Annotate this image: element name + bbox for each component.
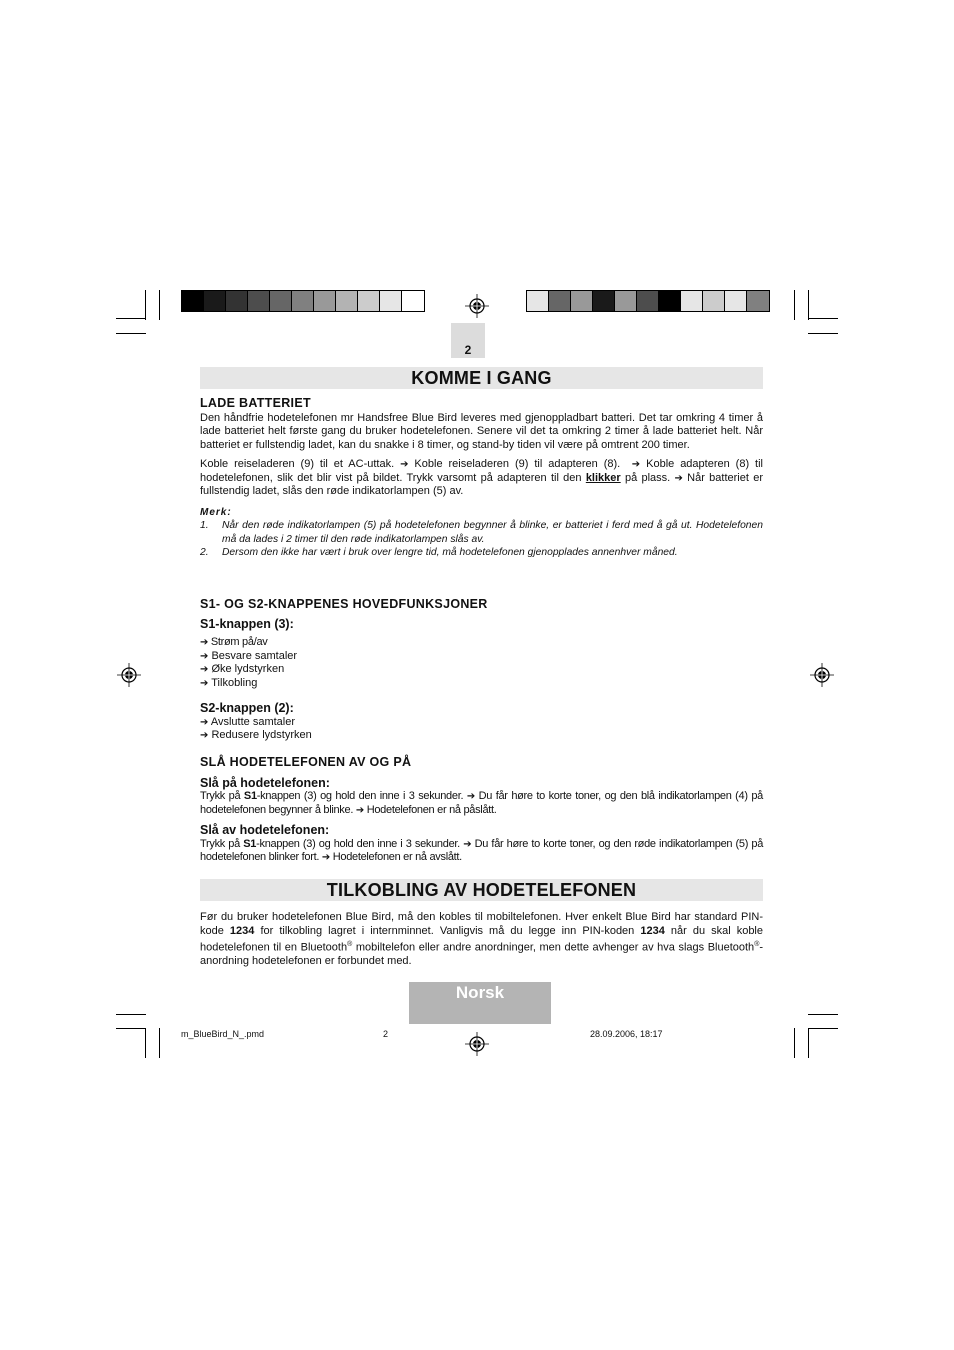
crop-mark bbox=[145, 1028, 146, 1058]
footer-date: 28.09.2006, 18:17 bbox=[590, 1029, 663, 1039]
crop-mark bbox=[116, 1028, 146, 1029]
crop-mark bbox=[794, 290, 795, 320]
color-swatch bbox=[615, 291, 637, 311]
section-button-functions bbox=[200, 598, 763, 743]
footer-filename: m_BlueBird_N_.pmd bbox=[181, 1029, 265, 1039]
color-swatch bbox=[747, 291, 769, 311]
list-item: ➔ Øke lydstyrken bbox=[200, 663, 285, 675]
crop-mark bbox=[116, 333, 146, 334]
crop-mark bbox=[808, 290, 809, 320]
list-item: ➔ Strøm på/av bbox=[200, 636, 268, 648]
crop-mark bbox=[794, 1028, 795, 1058]
crop-mark bbox=[159, 1028, 160, 1058]
arrow-icon: ➔ bbox=[200, 716, 209, 728]
color-swatch bbox=[314, 291, 336, 311]
registration-mark-icon bbox=[810, 663, 834, 687]
crop-mark bbox=[808, 318, 838, 319]
heading-button-functions: S1- OG S2-KNAPPENES HOVEDFUNKSJONER bbox=[200, 597, 488, 611]
heading-power-on: Slå på hodetelefonen: bbox=[200, 775, 330, 790]
color-swatch bbox=[336, 291, 358, 311]
list-item: ➔ Redusere lydstyrken bbox=[200, 729, 312, 741]
color-swatch bbox=[358, 291, 380, 311]
section-power-on-off bbox=[200, 756, 763, 865]
arrow-icon: ➔ bbox=[200, 637, 209, 648]
arrow-icon: ➔ bbox=[200, 677, 209, 689]
arrow-icon: ➔ bbox=[463, 838, 472, 850]
crop-mark bbox=[116, 318, 146, 319]
section-pairing bbox=[200, 911, 763, 969]
section-title-komme-i-gang: KOMME I GANG bbox=[200, 367, 763, 389]
paragraph-power-off: Trykk på S1-knappen (3) og hold den inne i 3 sekunder. ➔ Du får høre to korte toner, og den røde indikatorlampen (5) på hodetelefonen blinker fort. ➔ Hodetelefonen er nå avslått. bbox=[200, 837, 764, 863]
footer-page-number: 2 bbox=[383, 1029, 389, 1039]
registration-mark-icon bbox=[117, 663, 141, 687]
color-swatch bbox=[248, 291, 270, 311]
color-swatch bbox=[637, 291, 659, 311]
section-lade-batteriet bbox=[200, 397, 763, 560]
heading-power-on-off: SLÅ HODETELEFONEN AV OG PÅ bbox=[200, 755, 412, 769]
color-swatch bbox=[204, 291, 226, 311]
heading-s1-button: S1-knappen (3): bbox=[200, 616, 294, 631]
pin-code: 1234 bbox=[229, 924, 255, 937]
page-number-tab bbox=[451, 323, 485, 358]
crop-mark bbox=[116, 1014, 146, 1015]
color-calibration-bar-left bbox=[181, 290, 425, 312]
crop-mark bbox=[808, 333, 838, 334]
color-swatch bbox=[527, 291, 549, 311]
crop-mark bbox=[808, 1014, 838, 1015]
list-item: ➔ Tilkobling bbox=[200, 676, 258, 689]
list-item: ➔ Besvare samtaler bbox=[200, 649, 298, 662]
note-item: 2. Dersom den ikke har vært i bruk over lengre tid, må hodetelefonen gjenopplades annenhver måned. bbox=[200, 547, 678, 558]
arrow-icon: ➔ bbox=[626, 459, 641, 470]
arrow-icon: ➔ bbox=[200, 650, 209, 662]
paragraph-charging-steps: Koble reiseladeren (9) til et AC-uttak. ➔ Koble reiseladeren (9) til adapteren (8). ➔ Koble adapteren (8) til hodetelefonen, slik det blir vist på bildet. Trykk varsomt på adapteren til den klikker på plass. ➔ Når batteriet er fullstendig ladet, slås den røde indikatorlampen (5) av. bbox=[200, 458, 763, 497]
registered-mark: ® bbox=[754, 941, 760, 948]
registration-mark-icon bbox=[465, 294, 489, 318]
pin-code: 1234 bbox=[640, 924, 665, 937]
arrow-icon: ➔ bbox=[200, 730, 209, 741]
paragraph-charging-info: Den håndfrie hodetelefonen mr Handsfree Blue Bird leveres med gjenoppladbart batteri. Det tar omkring 4 timer å lade batteriet helt første gang du bruker hodetelefonen. Senere vil det ta omkring 2 timer å lade batteriet helt. Når batteriet er fullstendig ladet, kan du snakke i 8 timer, og stand-by tiden vil være på omtrent 200 timer. bbox=[200, 411, 763, 451]
crop-mark bbox=[145, 290, 146, 320]
list-s1-functions bbox=[200, 636, 763, 690]
color-swatch bbox=[571, 291, 593, 311]
color-swatch bbox=[703, 291, 725, 311]
color-swatch bbox=[292, 291, 314, 311]
color-swatch bbox=[681, 291, 703, 311]
color-swatch bbox=[659, 291, 681, 311]
heading-power-off: Slå av hodetelefonen: bbox=[200, 823, 330, 837]
color-calibration-bar-right bbox=[526, 290, 770, 312]
list-item: ➔ Avslutte samtaler bbox=[200, 715, 296, 728]
color-swatch bbox=[549, 291, 571, 311]
arrow-icon: ➔ bbox=[466, 791, 475, 802]
language-tab: Norsk bbox=[409, 982, 551, 1024]
crop-mark bbox=[808, 1028, 838, 1029]
section-title-tilkobling: TILKOBLING AV HODETELEFONEN bbox=[200, 879, 763, 901]
paragraph-power-on: Trykk på S1-knappen (3) og hold den inne i 3 sekunder. ➔ Du får høre to korte toner, og den blå indikatorlampen (4) på hodetelefonen begynner å blinke. ➔ Hodetelefonen er nå påslått. bbox=[200, 790, 764, 816]
registration-mark-icon bbox=[465, 1032, 489, 1056]
color-swatch bbox=[226, 291, 248, 311]
page-number: 2 bbox=[464, 343, 472, 357]
color-swatch bbox=[182, 291, 204, 311]
emphasis-klikker: klikker bbox=[585, 471, 621, 484]
crop-mark bbox=[159, 290, 160, 320]
arrow-icon: ➔ bbox=[200, 664, 209, 675]
color-swatch bbox=[725, 291, 747, 311]
arrow-icon: ➔ bbox=[355, 804, 364, 816]
color-swatch bbox=[402, 291, 424, 311]
color-swatch bbox=[593, 291, 615, 311]
note-item: 1. Når den røde indikatorlampen (5) på hodetelefonen begynner å blinke, er batteriet i ferd med å gå ut. Hodetelefonen må da lades i 2 timer til den røde indikatorlampen slås av. bbox=[200, 520, 763, 545]
note-title: Merk: bbox=[200, 506, 232, 518]
color-swatch bbox=[270, 291, 292, 311]
crop-mark bbox=[808, 1028, 809, 1058]
heading-s2-button: S2-knappen (2): bbox=[200, 701, 294, 715]
arrow-icon: ➔ bbox=[400, 459, 409, 470]
arrow-icon: ➔ bbox=[674, 472, 683, 484]
registered-mark: ® bbox=[347, 941, 353, 948]
arrow-icon: ➔ bbox=[321, 852, 330, 863]
color-swatch bbox=[380, 291, 402, 311]
paragraph-pairing: Før du bruker hodetelefonen Blue Bird, må den kobles til mobiltelefonen. Hver enkelt Blue Bird har standard PIN-kode 1234 for tilkobling lagret i internminnet. Vanligvis må du legge inn PIN-koden 1234 når du skal koble hodetelefonen til en Bluetooth® mobiltelefon eller andre anordninger, men dette avhenger av hva slags Bluetooth®-anordning hodetelefonen er forbundet med. bbox=[200, 911, 764, 968]
heading-lade-batteriet: LADE BATTERIET bbox=[200, 396, 311, 410]
list-s2-functions bbox=[200, 716, 763, 743]
